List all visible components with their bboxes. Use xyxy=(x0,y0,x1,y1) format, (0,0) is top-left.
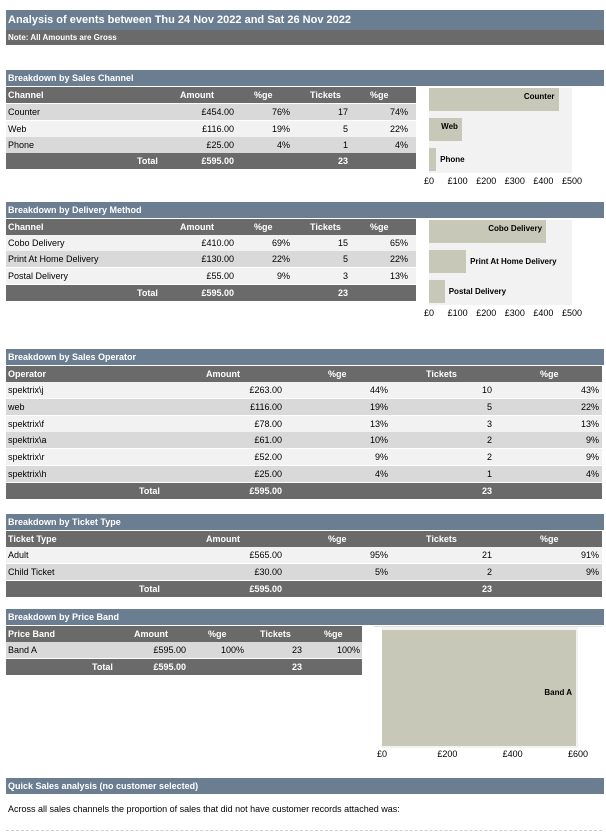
table-row xyxy=(6,547,602,563)
total-tickets: 23 xyxy=(291,662,302,672)
col-header: %ge xyxy=(254,90,273,100)
axis-tick-label: £0 xyxy=(377,749,388,759)
cell-tickets: 2 xyxy=(486,435,492,445)
axis-tick-label: £400 xyxy=(502,749,523,759)
cell-pct: 9% xyxy=(276,271,290,281)
cell-tickets: 5 xyxy=(486,402,492,412)
total-label: Total xyxy=(137,288,158,298)
axis-tick-label: £300 xyxy=(504,308,525,318)
cell-pct: 13% xyxy=(580,419,599,429)
cell-tickets: 5 xyxy=(342,124,348,134)
cell-tickets: 23 xyxy=(291,645,302,655)
col-header: Channel xyxy=(8,222,44,232)
col-header: %ge xyxy=(370,222,389,232)
cell-amount: £25.00 xyxy=(206,140,234,150)
col-header: %ge xyxy=(324,629,343,639)
col-header: Tickets xyxy=(260,629,291,639)
cell-pct: 43% xyxy=(580,385,599,395)
total-amount: £595.00 xyxy=(153,662,186,672)
table-row xyxy=(6,104,416,120)
axis-tick-label: £500 xyxy=(562,308,583,318)
cell-pct: 95% xyxy=(369,550,388,560)
table-row xyxy=(6,235,416,251)
cell-amount: £61.00 xyxy=(254,435,282,445)
quick-sales-text: Across all sales channels the proportion of sales that did not have customer records attached was: xyxy=(8,804,400,814)
quick-sales-divider xyxy=(6,830,602,831)
col-header: Tickets xyxy=(310,90,341,100)
section-title-delivery-method: Breakdown by Delivery Method xyxy=(6,202,604,218)
cell-label: Print At Home Delivery xyxy=(8,254,99,264)
axis-tick-label: £200 xyxy=(476,176,497,186)
cell-pct: 22% xyxy=(389,124,408,134)
col-header: %ge xyxy=(540,369,559,379)
table-total-row xyxy=(6,153,416,169)
col-header: Amount xyxy=(134,629,168,639)
total-label: Total xyxy=(92,662,113,672)
report-note: Note: All Amounts are Gross xyxy=(6,30,604,45)
cell-pct: 9% xyxy=(585,435,599,445)
col-header: %ge xyxy=(328,534,347,544)
cell-pct: 19% xyxy=(369,402,388,412)
cell-amount: £116.00 xyxy=(202,124,234,134)
cell-amount: £130.00 xyxy=(201,254,234,264)
cell-amount: £565.00 xyxy=(249,550,282,560)
cell-amount: £595.00 xyxy=(153,645,186,655)
cell-label: Adult xyxy=(8,550,29,560)
table-row xyxy=(6,251,416,267)
cell-pct: 19% xyxy=(271,124,290,134)
cell-tickets: 1 xyxy=(342,140,348,150)
axis-tick-label: £400 xyxy=(533,308,554,318)
cell-pct: 4% xyxy=(374,469,388,479)
table-row xyxy=(6,564,602,580)
table-row xyxy=(6,432,602,448)
cell-amount: £263.00 xyxy=(249,385,282,395)
col-header: Amount xyxy=(180,90,214,100)
col-header: %ge xyxy=(208,629,227,639)
cell-tickets: 21 xyxy=(481,550,492,560)
total-tickets: 23 xyxy=(337,156,348,166)
cell-amount: £454.00 xyxy=(201,107,234,117)
axis-tick-label: £0 xyxy=(424,308,435,318)
axis-tick-label: £100 xyxy=(447,308,468,318)
col-header: Tickets xyxy=(426,534,457,544)
sales-channel-chart xyxy=(424,88,604,188)
col-header: %ge xyxy=(254,222,273,232)
cell-pct: 100% xyxy=(336,645,360,655)
axis-tick-label: £200 xyxy=(476,308,497,318)
table-header xyxy=(6,87,416,103)
col-header: Price Band xyxy=(8,629,56,639)
total-amount: £595.00 xyxy=(201,156,234,166)
table-header xyxy=(6,531,602,547)
cell-pct: 5% xyxy=(374,567,388,577)
table-header xyxy=(6,626,362,642)
cell-label: spektrix\j xyxy=(8,385,44,395)
cell-label: Cobo Delivery xyxy=(8,238,65,248)
section-title-price-band: Breakdown by Price Band xyxy=(6,609,604,625)
cell-pct: 9% xyxy=(585,452,599,462)
table-row xyxy=(6,449,602,465)
cell-tickets: 3 xyxy=(342,271,348,281)
price-band-chart xyxy=(370,627,602,761)
cell-amount: £52.00 xyxy=(254,452,282,462)
total-label: Total xyxy=(137,156,158,166)
col-header: Amount xyxy=(180,222,214,232)
cell-pct: 4% xyxy=(276,140,290,150)
cell-label: spektrix\a xyxy=(8,435,47,445)
table-row xyxy=(6,137,416,153)
total-amount: £595.00 xyxy=(249,486,282,496)
section-title-quick-sales: Quick Sales analysis (no customer selected) xyxy=(6,778,604,794)
cell-pct: 44% xyxy=(369,385,388,395)
total-tickets: 23 xyxy=(481,584,492,594)
cell-amount: £30.00 xyxy=(254,567,282,577)
report-title: Analysis of events between Thu 24 Nov 2022 and Sat 26 Nov 2022 xyxy=(6,10,604,30)
cell-pct: 91% xyxy=(580,550,599,560)
section-title-sales-channel: Breakdown by Sales Channel xyxy=(6,70,604,86)
total-tickets: 23 xyxy=(481,486,492,496)
cell-label: Phone xyxy=(8,140,35,150)
col-header: Channel xyxy=(8,90,44,100)
cell-tickets: 2 xyxy=(486,567,492,577)
section-title-sales-operator: Breakdown by Sales Operator xyxy=(6,349,604,365)
cell-pct: 22% xyxy=(580,402,599,412)
table-total-row xyxy=(6,581,602,597)
cell-pct: 13% xyxy=(389,271,408,281)
cell-pct: 69% xyxy=(271,238,290,248)
cell-label: Web xyxy=(8,124,27,134)
cell-pct: 4% xyxy=(585,469,599,479)
cell-label: web xyxy=(8,402,25,412)
total-amount: £595.00 xyxy=(249,584,282,594)
table-header xyxy=(6,219,416,235)
table-row xyxy=(6,399,602,415)
axis-tick-label: £200 xyxy=(437,749,458,759)
chart-bar-label: Postal Delivery xyxy=(448,286,507,296)
cell-tickets: 1 xyxy=(486,469,492,479)
cell-amount: £116.00 xyxy=(250,402,282,412)
col-header: %ge xyxy=(540,534,559,544)
chart-bar-label: Cobo Delivery xyxy=(488,224,543,233)
table-total-row xyxy=(6,483,602,499)
axis-tick-label: £300 xyxy=(504,176,525,186)
chart-bar-label: Band A xyxy=(544,688,573,697)
cell-pct: 74% xyxy=(389,107,408,117)
cell-label: Counter xyxy=(8,107,41,117)
cell-label: spektrix\r xyxy=(8,452,45,462)
cell-pct: 100% xyxy=(220,645,244,655)
col-header: %ge xyxy=(370,90,389,100)
chart-bar-label: Counter xyxy=(523,92,555,101)
table-header xyxy=(6,366,602,382)
cell-label: spektrix\f xyxy=(8,419,45,429)
cell-pct: 22% xyxy=(271,254,290,264)
col-header: Tickets xyxy=(310,222,341,232)
cell-tickets: 10 xyxy=(481,385,492,395)
cell-label: Band A xyxy=(8,645,38,655)
total-amount: £595.00 xyxy=(201,288,234,298)
cell-label: Child Ticket xyxy=(8,567,55,577)
chart-bar xyxy=(429,280,445,303)
col-header: %ge xyxy=(328,369,347,379)
cell-pct: 10% xyxy=(369,435,388,445)
axis-tick-label: £0 xyxy=(424,176,435,186)
cell-pct: 65% xyxy=(389,238,408,248)
cell-label: spektrix\h xyxy=(8,469,47,479)
axis-tick-label: £400 xyxy=(533,176,554,186)
cell-tickets: 15 xyxy=(337,238,348,248)
axis-tick-label: £100 xyxy=(447,176,468,186)
chart-bar-label: Print At Home Delivery xyxy=(470,256,557,266)
chart-bar xyxy=(429,148,436,171)
table-row xyxy=(6,466,602,482)
table-row xyxy=(6,382,602,398)
total-tickets: 23 xyxy=(337,288,348,298)
table-row xyxy=(6,268,416,284)
table-row xyxy=(6,121,416,137)
cell-pct: 9% xyxy=(374,452,388,462)
cell-pct: 22% xyxy=(389,254,408,264)
total-label: Total xyxy=(139,584,160,594)
cell-amount: £55.00 xyxy=(206,271,234,281)
col-header: Amount xyxy=(206,534,240,544)
cell-amount: £410.00 xyxy=(201,238,234,248)
col-header: Tickets xyxy=(426,369,457,379)
col-header: Ticket Type xyxy=(8,534,57,544)
axis-tick-label: £500 xyxy=(562,176,583,186)
cell-pct: 76% xyxy=(271,107,290,117)
cell-tickets: 5 xyxy=(342,254,348,264)
cell-amount: £78.00 xyxy=(254,419,282,429)
table-row xyxy=(6,416,602,432)
delivery-method-chart xyxy=(424,220,604,320)
cell-tickets: 17 xyxy=(337,107,348,117)
cell-tickets: 3 xyxy=(486,419,492,429)
col-header: Operator xyxy=(8,369,47,379)
cell-tickets: 2 xyxy=(486,452,492,462)
cell-amount: £25.00 xyxy=(254,469,282,479)
chart-bar-label: Phone xyxy=(440,154,465,164)
table-row xyxy=(6,642,362,658)
cell-pct: 4% xyxy=(394,140,408,150)
total-label: Total xyxy=(139,486,160,496)
table-total-row xyxy=(6,285,416,301)
section-title-ticket-type: Breakdown by Ticket Type xyxy=(6,514,604,530)
table-total-row xyxy=(6,659,362,675)
chart-bar-label: Web xyxy=(441,122,458,131)
cell-label: Postal Delivery xyxy=(8,271,69,281)
chart-bar xyxy=(429,250,466,273)
cell-pct: 9% xyxy=(585,567,599,577)
col-header: Amount xyxy=(206,369,240,379)
cell-pct: 13% xyxy=(369,419,388,429)
axis-tick-label: £600 xyxy=(568,749,589,759)
